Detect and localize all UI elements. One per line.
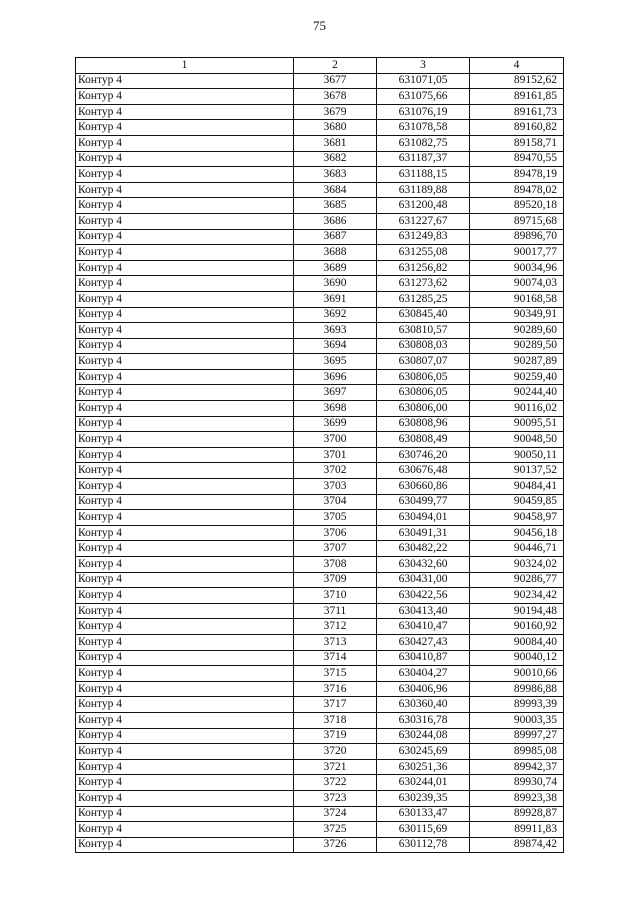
contour-name-cell: Контур 4 — [76, 385, 294, 401]
coordinate-y-cell: 90289,50 — [470, 338, 564, 354]
point-number-cell: 3682 — [294, 151, 377, 167]
point-number-cell: 3709 — [294, 572, 377, 588]
table-row — [76, 198, 564, 214]
coordinate-x-cell: 630494,01 — [377, 510, 470, 526]
coordinate-y-cell: 90160,92 — [470, 619, 564, 635]
table-row — [76, 603, 564, 619]
column-header-2: 2 — [294, 58, 377, 74]
coordinate-x-cell: 631187,37 — [377, 151, 470, 167]
point-number-cell: 3692 — [294, 307, 377, 323]
coordinate-y-cell: 90116,02 — [470, 401, 564, 417]
contour-name-cell: Контур 4 — [76, 822, 294, 838]
coordinate-x-cell: 630406,96 — [377, 681, 470, 697]
point-number-cell: 3706 — [294, 525, 377, 541]
coordinate-x-cell: 630806,05 — [377, 369, 470, 385]
table-row — [76, 728, 564, 744]
coordinate-y-cell: 89520,18 — [470, 198, 564, 214]
coordinate-x-cell: 630806,00 — [377, 401, 470, 417]
coordinate-x-cell: 630808,03 — [377, 338, 470, 354]
coordinate-x-cell: 631249,83 — [377, 229, 470, 245]
coordinate-y-cell: 90458,97 — [470, 510, 564, 526]
coordinate-x-cell: 630499,77 — [377, 494, 470, 510]
coordinate-x-cell: 630660,86 — [377, 479, 470, 495]
table-row — [76, 588, 564, 604]
table-row — [76, 775, 564, 791]
coordinate-x-cell: 631227,67 — [377, 213, 470, 229]
contour-name-cell: Контур 4 — [76, 728, 294, 744]
contour-name-cell: Контур 4 — [76, 619, 294, 635]
coordinate-x-cell: 631273,62 — [377, 276, 470, 292]
contour-name-cell: Контур 4 — [76, 744, 294, 760]
coordinate-y-cell: 90286,77 — [470, 572, 564, 588]
table-header — [76, 58, 564, 74]
contour-name-cell: Контур 4 — [76, 291, 294, 307]
table-row — [76, 260, 564, 276]
coordinate-y-cell: 89160,82 — [470, 120, 564, 136]
table-row — [76, 385, 564, 401]
coordinate-x-cell: 631189,88 — [377, 182, 470, 198]
coordinate-y-cell: 90446,71 — [470, 541, 564, 557]
contour-name-cell: Контур 4 — [76, 650, 294, 666]
coordinate-x-cell: 630676,48 — [377, 463, 470, 479]
coordinate-y-cell: 90010,66 — [470, 666, 564, 682]
coordinate-x-cell: 631188,15 — [377, 167, 470, 183]
contour-name-cell: Контур 4 — [76, 634, 294, 650]
coordinate-x-cell: 630413,40 — [377, 603, 470, 619]
contour-name-cell: Контур 4 — [76, 338, 294, 354]
contour-name-cell: Контур 4 — [76, 557, 294, 573]
point-number-cell: 3683 — [294, 167, 377, 183]
point-number-cell: 3686 — [294, 213, 377, 229]
contour-name-cell: Контур 4 — [76, 837, 294, 853]
table-row — [76, 416, 564, 432]
point-number-cell: 3722 — [294, 775, 377, 791]
contour-name-cell: Контур 4 — [76, 510, 294, 526]
coordinate-x-cell: 630807,07 — [377, 354, 470, 370]
table-row — [76, 666, 564, 682]
table-row — [76, 837, 564, 853]
table-row — [76, 182, 564, 198]
point-number-cell: 3681 — [294, 135, 377, 151]
coordinate-x-cell: 630746,20 — [377, 447, 470, 463]
contour-name-cell: Контур 4 — [76, 806, 294, 822]
contour-name-cell: Контур 4 — [76, 323, 294, 339]
point-number-cell: 3687 — [294, 229, 377, 245]
contour-name-cell: Контур 4 — [76, 276, 294, 292]
coordinate-y-cell: 90324,02 — [470, 557, 564, 573]
contour-name-cell: Контур 4 — [76, 198, 294, 214]
coordinate-x-cell: 630431,00 — [377, 572, 470, 588]
coordinate-x-cell: 630360,40 — [377, 697, 470, 713]
table-row — [76, 634, 564, 650]
contour-name-cell: Контур 4 — [76, 307, 294, 323]
point-number-cell: 3698 — [294, 401, 377, 417]
contour-name-cell: Контур 4 — [76, 135, 294, 151]
coordinate-x-cell: 630115,69 — [377, 822, 470, 838]
coordinate-y-cell: 89923,38 — [470, 790, 564, 806]
coordinate-x-cell: 630808,49 — [377, 432, 470, 448]
coordinate-y-cell: 89478,19 — [470, 167, 564, 183]
coordinate-x-cell: 631256,82 — [377, 260, 470, 276]
contour-name-cell: Контур 4 — [76, 213, 294, 229]
contour-name-cell: Контур 4 — [76, 73, 294, 89]
table-row — [76, 245, 564, 261]
table-row — [76, 572, 564, 588]
table-row — [76, 104, 564, 120]
column-header-4: 4 — [470, 58, 564, 74]
coordinate-x-cell: 630244,01 — [377, 775, 470, 791]
coordinate-y-cell: 89986,88 — [470, 681, 564, 697]
coordinate-y-cell: 89161,85 — [470, 89, 564, 105]
coordinate-y-cell: 89158,71 — [470, 135, 564, 151]
coordinate-x-cell: 630806,05 — [377, 385, 470, 401]
coordinate-x-cell: 630427,43 — [377, 634, 470, 650]
point-number-cell: 3677 — [294, 73, 377, 89]
coordinate-x-cell: 630422,56 — [377, 588, 470, 604]
coordinate-x-cell: 630112,78 — [377, 837, 470, 853]
coordinate-y-cell: 90244,40 — [470, 385, 564, 401]
table-row — [76, 135, 564, 151]
contour-name-cell: Контур 4 — [76, 775, 294, 791]
column-header-3: 3 — [377, 58, 470, 74]
contour-name-cell: Контур 4 — [76, 104, 294, 120]
point-number-cell: 3702 — [294, 463, 377, 479]
point-number-cell: 3696 — [294, 369, 377, 385]
point-number-cell: 3710 — [294, 588, 377, 604]
contour-name-cell: Контур 4 — [76, 401, 294, 417]
coordinate-y-cell: 90349,91 — [470, 307, 564, 323]
table-row — [76, 494, 564, 510]
table-row — [76, 447, 564, 463]
contour-name-cell: Контур 4 — [76, 681, 294, 697]
table-row — [76, 323, 564, 339]
contour-name-cell: Контур 4 — [76, 712, 294, 728]
contour-name-cell: Контур 4 — [76, 759, 294, 775]
table-row — [76, 276, 564, 292]
table-row — [76, 557, 564, 573]
point-number-cell: 3679 — [294, 104, 377, 120]
coordinate-x-cell: 630251,36 — [377, 759, 470, 775]
point-number-cell: 3701 — [294, 447, 377, 463]
contour-name-cell: Контур 4 — [76, 432, 294, 448]
table-row — [76, 619, 564, 635]
table-row — [76, 790, 564, 806]
point-number-cell: 3721 — [294, 759, 377, 775]
table-row — [76, 354, 564, 370]
table-row — [76, 229, 564, 245]
coordinates-table — [75, 57, 564, 853]
coordinate-x-cell: 630316,78 — [377, 712, 470, 728]
point-number-cell: 3684 — [294, 182, 377, 198]
coordinate-y-cell: 89478,02 — [470, 182, 564, 198]
coordinate-y-cell: 90234,42 — [470, 588, 564, 604]
coordinate-y-cell: 90084,40 — [470, 634, 564, 650]
coordinate-y-cell: 90095,51 — [470, 416, 564, 432]
contour-name-cell: Контур 4 — [76, 572, 294, 588]
table-row — [76, 712, 564, 728]
coordinate-y-cell: 90259,40 — [470, 369, 564, 385]
column-header-1: 1 — [76, 58, 294, 74]
contour-name-cell: Контур 4 — [76, 354, 294, 370]
contour-name-cell: Контур 4 — [76, 120, 294, 136]
table-row — [76, 73, 564, 89]
table-body — [76, 73, 564, 853]
coordinate-y-cell: 90050,11 — [470, 447, 564, 463]
coordinate-y-cell: 89993,39 — [470, 697, 564, 713]
point-number-cell: 3711 — [294, 603, 377, 619]
contour-name-cell: Контур 4 — [76, 245, 294, 261]
point-number-cell: 3690 — [294, 276, 377, 292]
coordinate-x-cell: 630491,31 — [377, 525, 470, 541]
table-row — [76, 213, 564, 229]
table-row — [76, 697, 564, 713]
table-row — [76, 479, 564, 495]
coordinate-x-cell: 631285,25 — [377, 291, 470, 307]
coordinate-y-cell: 90034,96 — [470, 260, 564, 276]
point-number-cell: 3691 — [294, 291, 377, 307]
point-number-cell: 3720 — [294, 744, 377, 760]
point-number-cell: 3700 — [294, 432, 377, 448]
table-row — [76, 463, 564, 479]
table-row — [76, 541, 564, 557]
contour-name-cell: Контур 4 — [76, 666, 294, 682]
coordinate-y-cell: 90289,60 — [470, 323, 564, 339]
coordinate-y-cell: 90484,41 — [470, 479, 564, 495]
point-number-cell: 3723 — [294, 790, 377, 806]
coordinate-x-cell: 630239,35 — [377, 790, 470, 806]
contour-name-cell: Контур 4 — [76, 588, 294, 604]
table-row — [76, 806, 564, 822]
coordinate-y-cell: 89997,27 — [470, 728, 564, 744]
contour-name-cell: Контур 4 — [76, 447, 294, 463]
contour-name-cell: Контур 4 — [76, 167, 294, 183]
point-number-cell: 3680 — [294, 120, 377, 136]
contour-name-cell: Контур 4 — [76, 229, 294, 245]
point-number-cell: 3689 — [294, 260, 377, 276]
coordinate-y-cell: 90017,77 — [470, 245, 564, 261]
point-number-cell: 3708 — [294, 557, 377, 573]
point-number-cell: 3685 — [294, 198, 377, 214]
point-number-cell: 3719 — [294, 728, 377, 744]
coordinate-x-cell: 630845,40 — [377, 307, 470, 323]
point-number-cell: 3704 — [294, 494, 377, 510]
table-row — [76, 291, 564, 307]
table-row — [76, 89, 564, 105]
table-row — [76, 307, 564, 323]
table-row — [76, 525, 564, 541]
coordinate-x-cell: 631078,58 — [377, 120, 470, 136]
coordinate-y-cell: 90003,35 — [470, 712, 564, 728]
table-row — [76, 759, 564, 775]
point-number-cell: 3725 — [294, 822, 377, 838]
coordinate-y-cell: 89911,83 — [470, 822, 564, 838]
contour-name-cell: Контур 4 — [76, 369, 294, 385]
coordinate-x-cell: 630482,22 — [377, 541, 470, 557]
coordinate-x-cell: 630410,87 — [377, 650, 470, 666]
contour-name-cell: Контур 4 — [76, 525, 294, 541]
point-number-cell: 3705 — [294, 510, 377, 526]
contour-name-cell: Контур 4 — [76, 151, 294, 167]
point-number-cell: 3714 — [294, 650, 377, 666]
coordinate-y-cell: 89930,74 — [470, 775, 564, 791]
coordinate-x-cell: 630808,96 — [377, 416, 470, 432]
table-row — [76, 681, 564, 697]
coordinate-x-cell: 630432,60 — [377, 557, 470, 573]
contour-name-cell: Контур 4 — [76, 697, 294, 713]
coordinate-x-cell: 630244,08 — [377, 728, 470, 744]
header-row — [76, 58, 564, 74]
coordinate-x-cell: 630810,57 — [377, 323, 470, 339]
point-number-cell: 3707 — [294, 541, 377, 557]
coordinate-y-cell: 89928,87 — [470, 806, 564, 822]
contour-name-cell: Контур 4 — [76, 89, 294, 105]
point-number-cell: 3716 — [294, 681, 377, 697]
table-row — [76, 120, 564, 136]
table-row — [76, 369, 564, 385]
coordinate-y-cell: 89896,70 — [470, 229, 564, 245]
contour-name-cell: Контур 4 — [76, 790, 294, 806]
point-number-cell: 3724 — [294, 806, 377, 822]
coordinate-y-cell: 89985,08 — [470, 744, 564, 760]
coordinate-x-cell: 630404,27 — [377, 666, 470, 682]
coordinate-y-cell: 89470,55 — [470, 151, 564, 167]
contour-name-cell: Контур 4 — [76, 463, 294, 479]
table-row — [76, 432, 564, 448]
table-row — [76, 167, 564, 183]
point-number-cell: 3717 — [294, 697, 377, 713]
coordinate-x-cell: 630133,47 — [377, 806, 470, 822]
coordinate-x-cell: 631200,48 — [377, 198, 470, 214]
point-number-cell: 3697 — [294, 385, 377, 401]
coordinate-y-cell: 90040,12 — [470, 650, 564, 666]
coordinate-y-cell: 89715,68 — [470, 213, 564, 229]
coordinate-y-cell: 90194,48 — [470, 603, 564, 619]
coordinate-y-cell: 90137,52 — [470, 463, 564, 479]
contour-name-cell: Контур 4 — [76, 260, 294, 276]
point-number-cell: 3726 — [294, 837, 377, 853]
coordinate-x-cell: 631082,75 — [377, 135, 470, 151]
point-number-cell: 3699 — [294, 416, 377, 432]
contour-name-cell: Контур 4 — [76, 541, 294, 557]
table-row — [76, 822, 564, 838]
table-row — [76, 151, 564, 167]
point-number-cell: 3712 — [294, 619, 377, 635]
point-number-cell: 3688 — [294, 245, 377, 261]
contour-name-cell: Контур 4 — [76, 603, 294, 619]
coordinate-y-cell: 89161,73 — [470, 104, 564, 120]
coordinate-x-cell: 631255,08 — [377, 245, 470, 261]
point-number-cell: 3703 — [294, 479, 377, 495]
coordinate-x-cell: 630245,69 — [377, 744, 470, 760]
coordinate-y-cell: 90074,03 — [470, 276, 564, 292]
point-number-cell: 3693 — [294, 323, 377, 339]
coordinate-x-cell: 630410,47 — [377, 619, 470, 635]
coordinate-y-cell: 90048,50 — [470, 432, 564, 448]
contour-name-cell: Контур 4 — [76, 494, 294, 510]
contour-name-cell: Контур 4 — [76, 479, 294, 495]
table-row — [76, 338, 564, 354]
coordinate-y-cell: 89152,62 — [470, 73, 564, 89]
contour-name-cell: Контур 4 — [76, 182, 294, 198]
point-number-cell: 3694 — [294, 338, 377, 354]
table-row — [76, 650, 564, 666]
table-row — [76, 744, 564, 760]
coordinate-y-cell: 90287,89 — [470, 354, 564, 370]
point-number-cell: 3715 — [294, 666, 377, 682]
coordinate-x-cell: 631076,19 — [377, 104, 470, 120]
point-number-cell: 3695 — [294, 354, 377, 370]
page-number: 75 — [313, 18, 326, 33]
coordinate-y-cell: 90168,58 — [470, 291, 564, 307]
coordinate-y-cell: 90456,18 — [470, 525, 564, 541]
coordinate-x-cell: 631075,66 — [377, 89, 470, 105]
point-number-cell: 3713 — [294, 634, 377, 650]
coordinate-y-cell: 89874,42 — [470, 837, 564, 853]
table-row — [76, 510, 564, 526]
coordinate-y-cell: 89942,37 — [470, 759, 564, 775]
coordinate-y-cell: 90459,85 — [470, 494, 564, 510]
table-row — [76, 401, 564, 417]
point-number-cell: 3678 — [294, 89, 377, 105]
coordinate-x-cell: 631071,05 — [377, 73, 470, 89]
contour-name-cell: Контур 4 — [76, 416, 294, 432]
point-number-cell: 3718 — [294, 712, 377, 728]
